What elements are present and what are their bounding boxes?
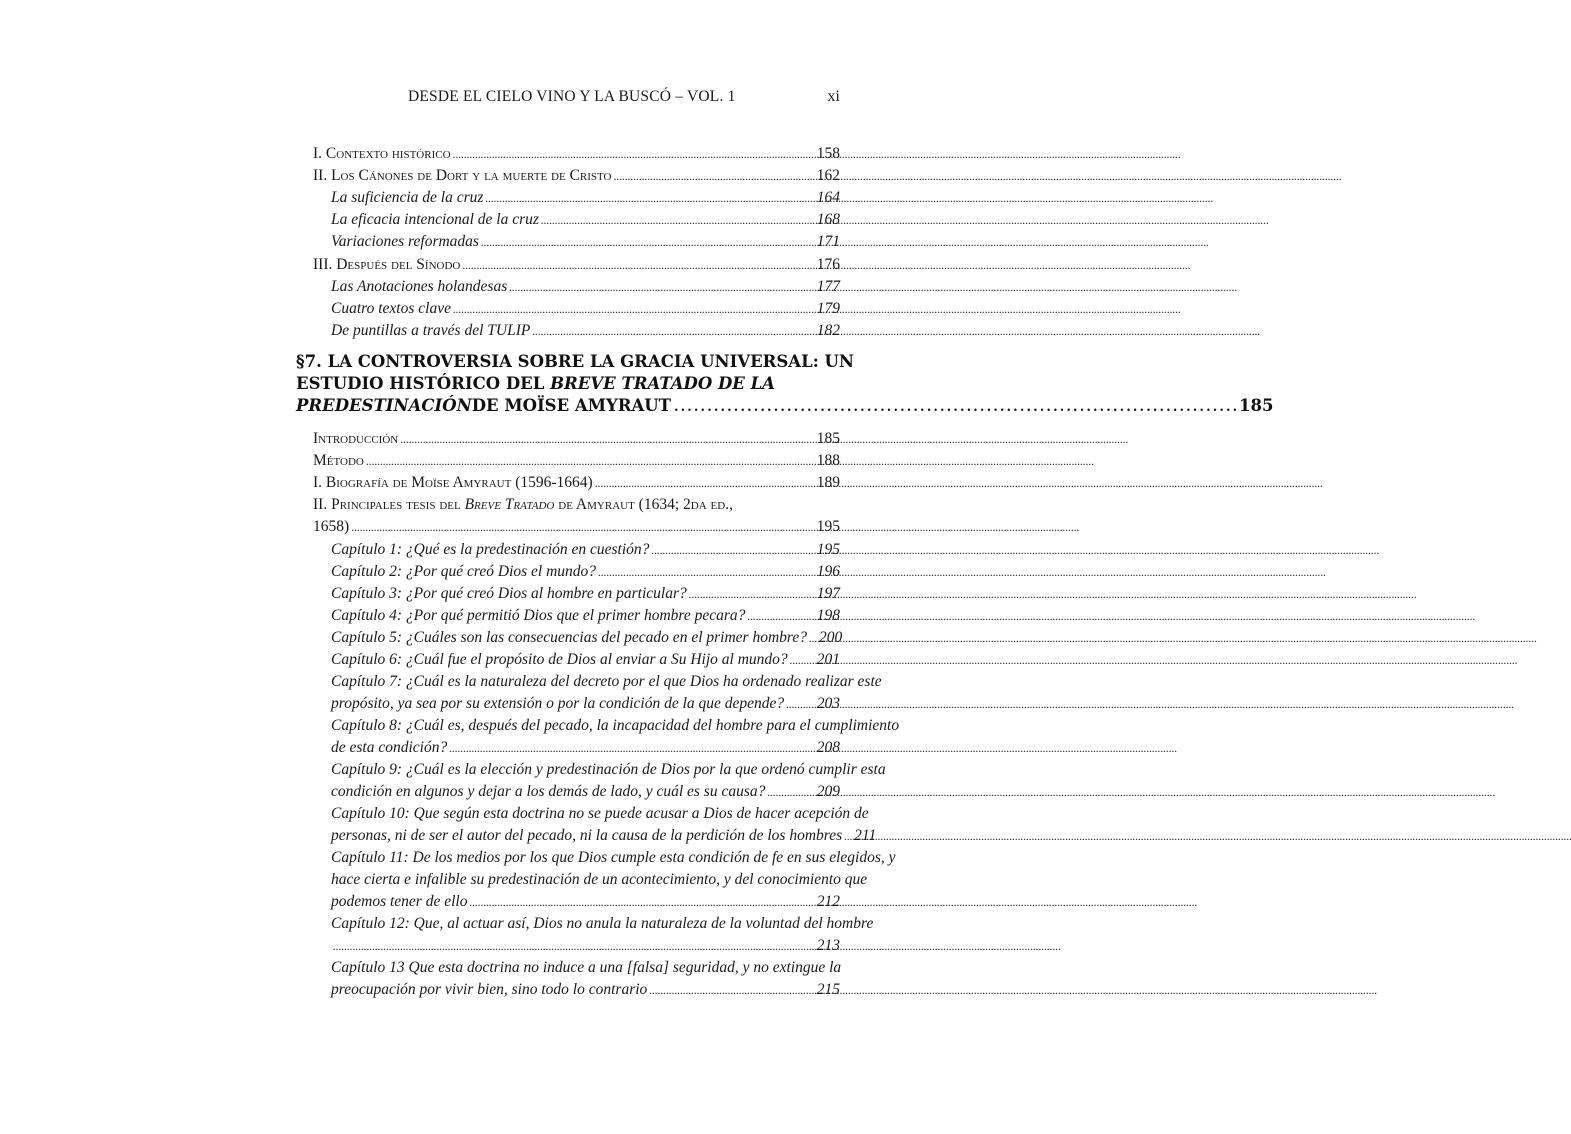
chapter-page: 212 (816, 893, 840, 910)
toc-entry: I. Contexto histórico . . . 158 (313, 143, 840, 165)
chapter-entry: Capítulo 6: ¿Cuál fue el propósito de Dios al enviar a Su Hijo al mundo? . . . 201 (331, 649, 840, 671)
chapter-page: 196 (816, 563, 840, 580)
toc-subentry: Variaciones reformadas . . . 171 (331, 231, 840, 253)
chapter-entry-line: Capítulo 7: ¿Cuál es la naturaleza del decreto por el que Dios ha ordenado realizar este (331, 673, 882, 690)
chapter-entry: podemos tener de ello . . . 212 (331, 891, 840, 913)
chapter-page: 195 (816, 541, 840, 558)
chapter-entry: de esta condición? . . . 208 (331, 737, 840, 759)
chapter-page: 211 (854, 827, 877, 844)
chapter-page: 208 (816, 739, 840, 756)
chapter-entry-line: hace cierta e infalible su predestinación de un acontecimiento, y del conocimiento que (331, 871, 868, 888)
running-header (300, 88, 840, 112)
chapter-entry-line: Capítulo 8: ¿Cuál es, después del pecado, la incapacidad del hombre para el cumplimiento (331, 717, 900, 734)
chapter-entry-line: Capítulo 12: Que, al actuar así, Dios no anula la naturaleza de la voluntad del hombre (331, 915, 874, 932)
chapter-entry-line: Capítulo 9: ¿Cuál es la elección y predestinación de Dios por la que ordenó cumplir esta (331, 761, 886, 778)
section-page: 185 (1239, 396, 1274, 415)
chapter-entry-line: Capítulo 13 Que esta doctrina no induce a una [falsa] seguridad, y no extingue la (331, 959, 842, 976)
chapter-entry: personas, ni de ser el autor del pecado, ni la causa de la perdición de los hombres . . . 211 (331, 825, 840, 847)
toc-subentry: De puntillas a través del TULIP . . . 182 (331, 320, 840, 342)
toc-entry: 1658) . . . 195 (313, 516, 840, 538)
chapter-entry (331, 935, 840, 957)
chapter-entry: Capítulo 5: ¿Cuáles son las consecuencias del pecado en el primer hombre? . . . 200 (331, 627, 840, 649)
section-heading-line: PREDESTINACIÓN DE MOÏSE AMYRAUT . . . 185 (296, 395, 842, 417)
chapter-page: 197 (816, 585, 840, 602)
toc-entry-line: II. Principales tesis del Breve Tratado de Amyraut (1634; 2da ed., (313, 496, 733, 513)
chapter-entry: Capítulo 4: ¿Por qué permitió Dios que el primer hombre pecara? . . . 198 (331, 605, 840, 627)
running-title: DESDE EL CIELO VINO Y LA BUSCÓ – VOL. 1 (408, 88, 736, 105)
chapter-page: 198 (816, 607, 840, 624)
chapter-page: 203 (816, 695, 840, 712)
toc-subentry: La eficacia intencional de la cruz . . . 168 (331, 209, 840, 231)
toc-subentry: Las Anotaciones holandesas . . . 177 (331, 276, 840, 298)
chapter-entry: propósito, ya sea por su extensión o por la condición de la que depende? . . . 203 (331, 693, 840, 715)
chapter-page: 215 (816, 981, 840, 998)
chapter-entry: Capítulo 2: ¿Por qué creó Dios el mundo? . . . 196 (331, 561, 840, 583)
toc-subentry: Cuatro textos clave . . . 179 (331, 298, 840, 320)
toc-entry: II. Los Cánones de Dort y la muerte de Cristo . . . 162 (313, 165, 840, 187)
chapter-page: 200 (818, 629, 843, 646)
section-heading (296, 351, 1274, 417)
chapter-page: 213 (816, 937, 840, 954)
toc-entry: Método . . . 188 (313, 450, 840, 472)
chapter-entry: Capítulo 3: ¿Por qué creó Dios al hombre en particular? . . . 197 (331, 583, 840, 605)
chapter-entry-line: Capítulo 11: De los medios por los que Dios cumple esta condición de fe en sus elegidos, y (331, 849, 896, 866)
chapter-entry: Capítulo 1: ¿Qué es la predestinación en cuestión? . . . 195 (331, 539, 840, 561)
chapter-page: 209 (816, 783, 840, 800)
toc-entry: Introducción . . . 185 (313, 428, 840, 450)
chapter-entry: condición en algunos y dejar a los demás de lado, y cuál es su causa? . . . 209 (331, 781, 840, 803)
page-number: xi (827, 88, 840, 105)
chapter-page: 201 (816, 651, 840, 668)
toc-subentry: La suficiencia de la cruz . . . 164 (331, 187, 840, 209)
section-heading-line: ESTUDIO HISTÓRICO DEL BREVE TRATADO DE LA (296, 374, 775, 393)
toc-entry: I. Biografía de Moïse Amyraut (1596-1664) . . . 189 (313, 472, 840, 494)
chapter-entry-line: Capítulo 10: Que según esta doctrina no se puede acusar a Dios de hacer acepción de (331, 805, 869, 822)
toc-entry: III. Después del Sínodo . . . 176 (313, 254, 840, 276)
chapter-entry: preocupación por vivir bien, sino todo lo contrario . . . 215 (331, 979, 840, 1001)
section-heading-line: §7. LA CONTROVERSIA SOBRE LA GRACIA UNIVERSAL: UN (296, 352, 855, 371)
